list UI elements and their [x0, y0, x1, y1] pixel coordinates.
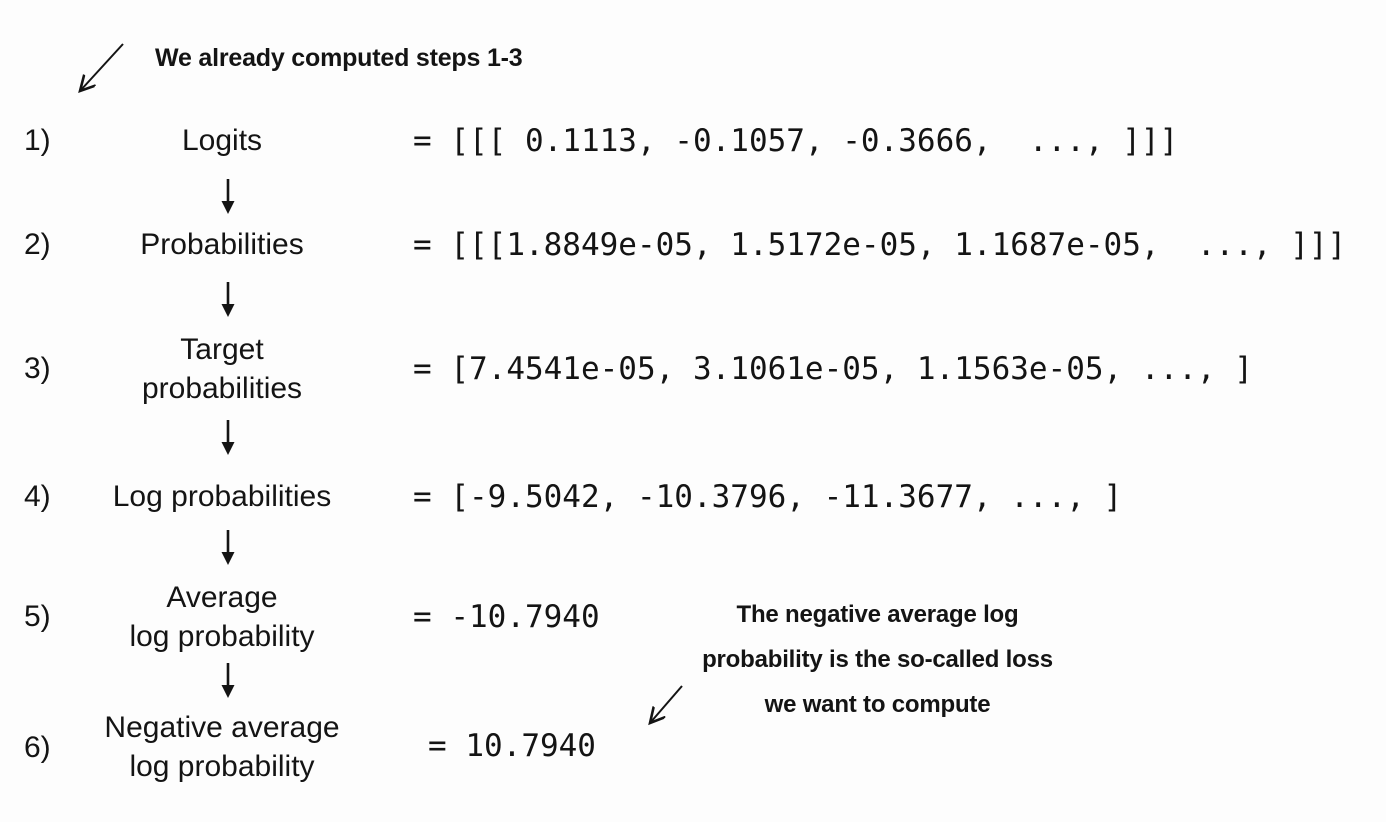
loss-annotation [655, 592, 1100, 727]
step-label-line: Negative average [104, 711, 340, 744]
step-1-value: = [[[ 0.1113, -0.1057, -0.3666, ..., ]]] [413, 123, 1179, 159]
step-1-label [82, 121, 362, 160]
step-2-number: 2) [24, 228, 51, 261]
step-label-line: Logits [181, 124, 263, 157]
step-label-line: Target [180, 333, 264, 366]
step-4-value: = [-9.5042, -10.3796, -11.3677, ..., ] [413, 479, 1123, 515]
step-3-label [82, 330, 362, 408]
step-2-value: = [[[1.8849e-05, 1.5172e-05, 1.1687e-05, ..., ]]] [413, 227, 1347, 263]
step-5-value: = -10.7940 [413, 599, 600, 635]
loss-annotation-line: we want to compute [764, 691, 991, 718]
step-label-line: Log probabilities [112, 480, 332, 513]
step-label-line: log probability [129, 750, 315, 783]
step-6-number: 6) [24, 731, 51, 764]
step-label-line: Average [166, 581, 278, 614]
loss-annotation-line: probability is the so-called loss [702, 646, 1053, 673]
step-3-number: 3) [24, 352, 51, 385]
step-3-value: = [7.4541e-05, 3.1061e-05, 1.1563e-05, ..., ] [413, 351, 1253, 387]
top-annotation: We already computed steps 1-3 [155, 44, 523, 72]
step-2-label [82, 225, 362, 264]
step-4-label [82, 477, 362, 516]
step-label-line: log probability [129, 620, 315, 653]
down-arrow-icon [218, 662, 238, 699]
step-6-label [82, 708, 362, 786]
step-label-line: Probabilities [140, 228, 304, 261]
down-arrow-icon [218, 178, 238, 215]
down-arrow-icon [218, 419, 238, 456]
step-6-value: = 10.7940 [428, 728, 596, 764]
step-4-number: 4) [24, 480, 51, 513]
step-1-number: 1) [24, 124, 51, 157]
down-arrow-icon [218, 529, 238, 566]
step-label-line: probabilities [141, 372, 303, 405]
loss-annotation-line: The negative average log [736, 601, 1019, 628]
step-5-label [82, 578, 362, 656]
step-5-number: 5) [24, 600, 51, 633]
down-arrow-icon [218, 281, 238, 318]
